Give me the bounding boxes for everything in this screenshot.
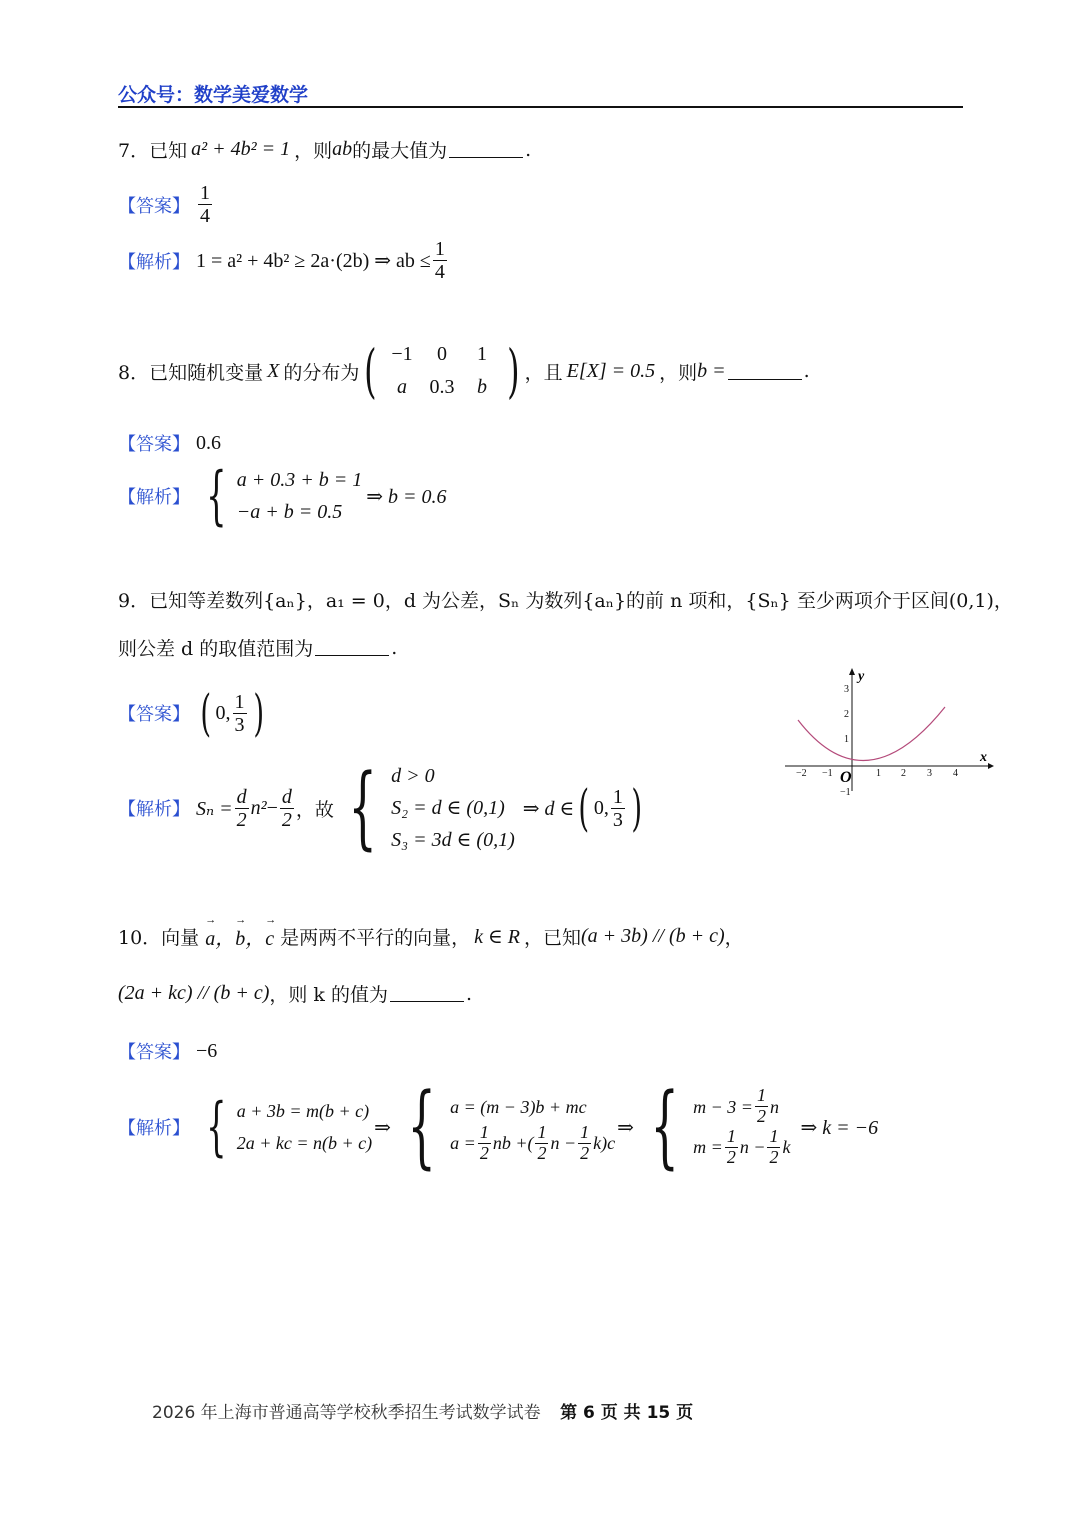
q7-answer-num: 1 (200, 182, 210, 204)
q10-eq-2: 2a + kc = n(b + c) (236, 1133, 373, 1153)
y-tick-label: 2 (844, 709, 849, 720)
x-tick-label: 4 (953, 768, 958, 779)
q10-answer-label: 【答案】 (118, 1042, 190, 1063)
q10-eq-1: a + 3b = m(b + c) (236, 1101, 370, 1121)
x-axis-arrow (988, 763, 994, 769)
q8-tail2: ，则 (659, 361, 698, 384)
q8-eq-2: −a + b = 0.5 (236, 501, 343, 523)
page-footer (152, 1398, 693, 1423)
y-tick-label: 3 (844, 684, 849, 695)
matrix-cell: −1 (391, 343, 413, 365)
q10-eq6-a: m = (693, 1137, 723, 1158)
frac-den: 3 (612, 808, 623, 831)
q8-system (237, 464, 363, 528)
matrix-cell: 0.3 (429, 376, 455, 398)
q10-eq4-c: n − (550, 1133, 577, 1153)
q10-line1-b: 是两两不平行的向量， (280, 927, 471, 949)
footer-title: 2026 年上海市普通高等学校秋季招生考试数学试卷 (152, 1403, 541, 1423)
q9-solution-label: 【解析】 (118, 799, 190, 820)
q9-result: ⇒ d ∈ (522, 797, 575, 820)
frac-den: 2 (479, 1142, 489, 1163)
q8-tail1: ，且 (524, 361, 563, 384)
q10-line2-tail: ，则 k 的值为 (269, 984, 388, 1006)
origin-label: O (840, 769, 852, 786)
q9-s-lhs: Sₙ = (196, 797, 233, 820)
q8-matrix (382, 343, 502, 399)
q9-result-left: 0, (593, 796, 609, 819)
q10-eq4-a: a = (450, 1133, 476, 1153)
q10-parallel-1: (a + 3b) // (b + c) (581, 925, 725, 947)
q7-number: 7．已知 (118, 140, 188, 162)
matrix-cell: 1 (476, 343, 487, 365)
q8-blank (728, 363, 802, 380)
q10-question-line1: 10．向量 → a，→ b，→ c 是两两不平行的向量， k ∈ R ，已知 (a + 3b) // (b + c) ， (118, 922, 744, 951)
q10-result: ⇒ k = −6 (800, 1116, 879, 1139)
matrix-cell: 0 (436, 343, 447, 365)
matrix-cell: b (476, 376, 487, 398)
q9-minus: − (266, 796, 278, 819)
q9-parabola-plot (780, 665, 995, 805)
q9-therefore: ，故 (295, 798, 334, 821)
q10-system-2: a = (m − 3)b + mc a = $\frac{1}{2}$ nb + ( $\frac{1}{2}$ n − $\frac{1}{2}$ k ) c (450, 1091, 615, 1164)
frac-den: 2 (281, 808, 292, 831)
q10-parallel-2: (2a + kc) // (b + c) (118, 982, 270, 1004)
frac-num: d (281, 785, 292, 808)
y-axis-arrow (849, 668, 855, 675)
q10-arrow-2: ⇒ (617, 1116, 634, 1139)
parabola-curve (798, 707, 945, 760)
q10-solution-label: 【解析】 (118, 1118, 190, 1139)
q8-number: 8．已知随机变量 (118, 361, 264, 384)
q7-solution-num: 1 (434, 238, 445, 260)
q7-var: ab (332, 138, 353, 160)
frac-num: 1 (580, 1121, 590, 1142)
q7-question: 7．已知 a² + 4b² = 1 ，则 ab 的最大值为 . (118, 138, 532, 162)
q7-expr: a² + 4b² = 1 (191, 138, 291, 160)
q9-answer-num: 1 (234, 690, 245, 713)
y-tick-label: −1 (840, 787, 851, 798)
q8-mid: 的分布为 (283, 361, 360, 384)
q7-blank (449, 141, 523, 158)
q10-eq5-n: n (769, 1096, 779, 1117)
q9-solution: 【解析】 Sₙ = $\frac{d}{2}$ n² − $\frac{d}{2}$ ，故 { d > 0 S₂ = d ∈ (0,1) S₃ = 3d ∈ (0,1) ⇒ d ∈ ( 0, $\frac{1}{3}$ ) (118, 755, 642, 860)
q9-answer-label: 【答案】 (118, 704, 190, 725)
q10-eq4-d: k (593, 1133, 602, 1153)
q8-ask: b = (697, 359, 726, 382)
q10-eq-3: a = (m − 3)b + mc (450, 1096, 587, 1117)
q10-arrow-1: ⇒ (374, 1116, 391, 1139)
q7-solution (118, 238, 449, 283)
y-tick-label: 1 (844, 734, 849, 745)
q9-line2-text: 则公差 d 的取值范围为 (118, 638, 314, 660)
q10-system-3 (693, 1086, 790, 1167)
frac-num: 1 (612, 785, 623, 808)
q7-solution-label: 【解析】 (118, 251, 190, 273)
q10-system-1 (237, 1095, 372, 1159)
frac-num: 1 (769, 1126, 779, 1146)
q7-solution-den: 4 (434, 261, 445, 283)
q7-solution-expr: 1 = a² + 4b² ≥ 2a·(2b) ⇒ ab ≤ (196, 250, 431, 272)
frac-den: 2 (580, 1142, 590, 1163)
q10-solution: 【解析】 { a + 3b = m(b + c) 2a + kc = n(b + c) ⇒ { a = (m − 3)b + mc a = $\frac{1}{2}$ nb + ( $\frac{1}{2}$ n − $\frac{1}{2}$ k ) c ⇒ { m − 3 = $\frac{1}{2}$ n m = $\frac{1}{2}$ n − $\frac{1}{2}$ k ⇒ k = −6 (118, 1074, 879, 1179)
q10-eq4-b: nb + (492, 1133, 528, 1153)
q9-n-squared: n² (250, 796, 267, 819)
q7-answer-label: 【答案】 (118, 195, 190, 217)
q7-answer (118, 182, 214, 227)
q10-eq6-b: n − (739, 1137, 766, 1158)
x-tick-label: −2 (796, 768, 807, 779)
q8-answer-value: 0.6 (196, 431, 221, 454)
q10-k-in-R: k ∈ R (474, 926, 520, 948)
frac-den: 2 (537, 1142, 547, 1163)
q10-eq4-e: c (607, 1133, 616, 1153)
q9-cond-3: S₃ = 3d ∈ (0,1) (391, 829, 515, 851)
q9-answer-left: 0, (215, 701, 231, 724)
x-tick-label: 1 (876, 768, 881, 779)
q10-line1-c: ，已知 (524, 927, 582, 949)
x-tick-label: 3 (927, 768, 932, 779)
frac-num: 1 (479, 1121, 489, 1142)
q8-expr: E[X] = 0.5 (566, 359, 656, 382)
q7-answer-den: 4 (200, 205, 210, 227)
q9-cond-2: S₂ = d ∈ (0,1) (391, 797, 505, 819)
q7-mid: ，则 (294, 140, 333, 162)
q8-solution-label: 【解析】 (118, 487, 190, 508)
frac-num: 1 (726, 1126, 736, 1146)
q10-blank (390, 985, 464, 1002)
q9-answer: 【答案】 ( 0, $\frac{1}{3}$ ) (118, 684, 264, 742)
q10-answer-value: −6 (196, 1039, 218, 1062)
frac-num: 1 (537, 1121, 547, 1142)
q8-answer (118, 430, 221, 456)
frac-den: 2 (726, 1146, 736, 1167)
q9-question-line1: 9．已知等差数列{aₙ}，a₁ = 0，d 为公差，Sₙ 为数列{aₙ}的前 n 项和，{Sₙ} 至少两项介于区间(0,1)， (118, 590, 1013, 612)
q8-solution: 【解析】 { a + 0.3 + b = 1 −a + b = 0.5 ⇒ b = 0.6 (118, 459, 447, 533)
q9-answer-den: 3 (234, 713, 245, 736)
q8-result: ⇒ b = 0.6 (366, 485, 447, 508)
q8-answer-label: 【答案】 (118, 434, 190, 455)
q10-line1-a: 10．向量 (118, 927, 200, 949)
x-axis-label: x (980, 750, 987, 765)
frac-den: 2 (769, 1146, 779, 1167)
q9-question-line2: 则公差 d 的取值范围为 . (118, 634, 397, 661)
frac-den: 2 (756, 1106, 766, 1127)
header-title: 公众号：数学美爱数学 (118, 84, 309, 106)
frac-den: 2 (236, 808, 247, 831)
header-divider (118, 106, 963, 108)
q10-eq6-k: k (782, 1137, 791, 1158)
y-axis-label: y (858, 669, 865, 684)
q7-tail: 的最大值为 (352, 140, 448, 162)
frac-num: 1 (756, 1085, 766, 1106)
q9-system (391, 760, 515, 856)
x-tick-label: 2 (901, 768, 906, 779)
q9-blank (315, 639, 389, 656)
q9-cond-1: d > 0 (391, 765, 435, 787)
q10-question-line2: (2a + kc) // (b + c) ，则 k 的值为 . (118, 982, 473, 1006)
frac-num: d (236, 785, 247, 808)
q10-answer (118, 1038, 217, 1064)
q8-eq-1: a + 0.3 + b = 1 (236, 469, 363, 491)
x-tick-label: −1 (822, 768, 833, 779)
q10-eq5-a: m − 3 = (693, 1096, 753, 1117)
matrix-cell: a (396, 376, 407, 398)
page-number: 第 6 页 共 15 页 (560, 1403, 694, 1423)
q8-var: X (267, 359, 280, 382)
q8-question: 8．已知随机变量 X 的分布为 ( −1 0 1 a 0.3 b ) ，且 E[X] = 0.5 ，则 b = . (118, 337, 810, 405)
